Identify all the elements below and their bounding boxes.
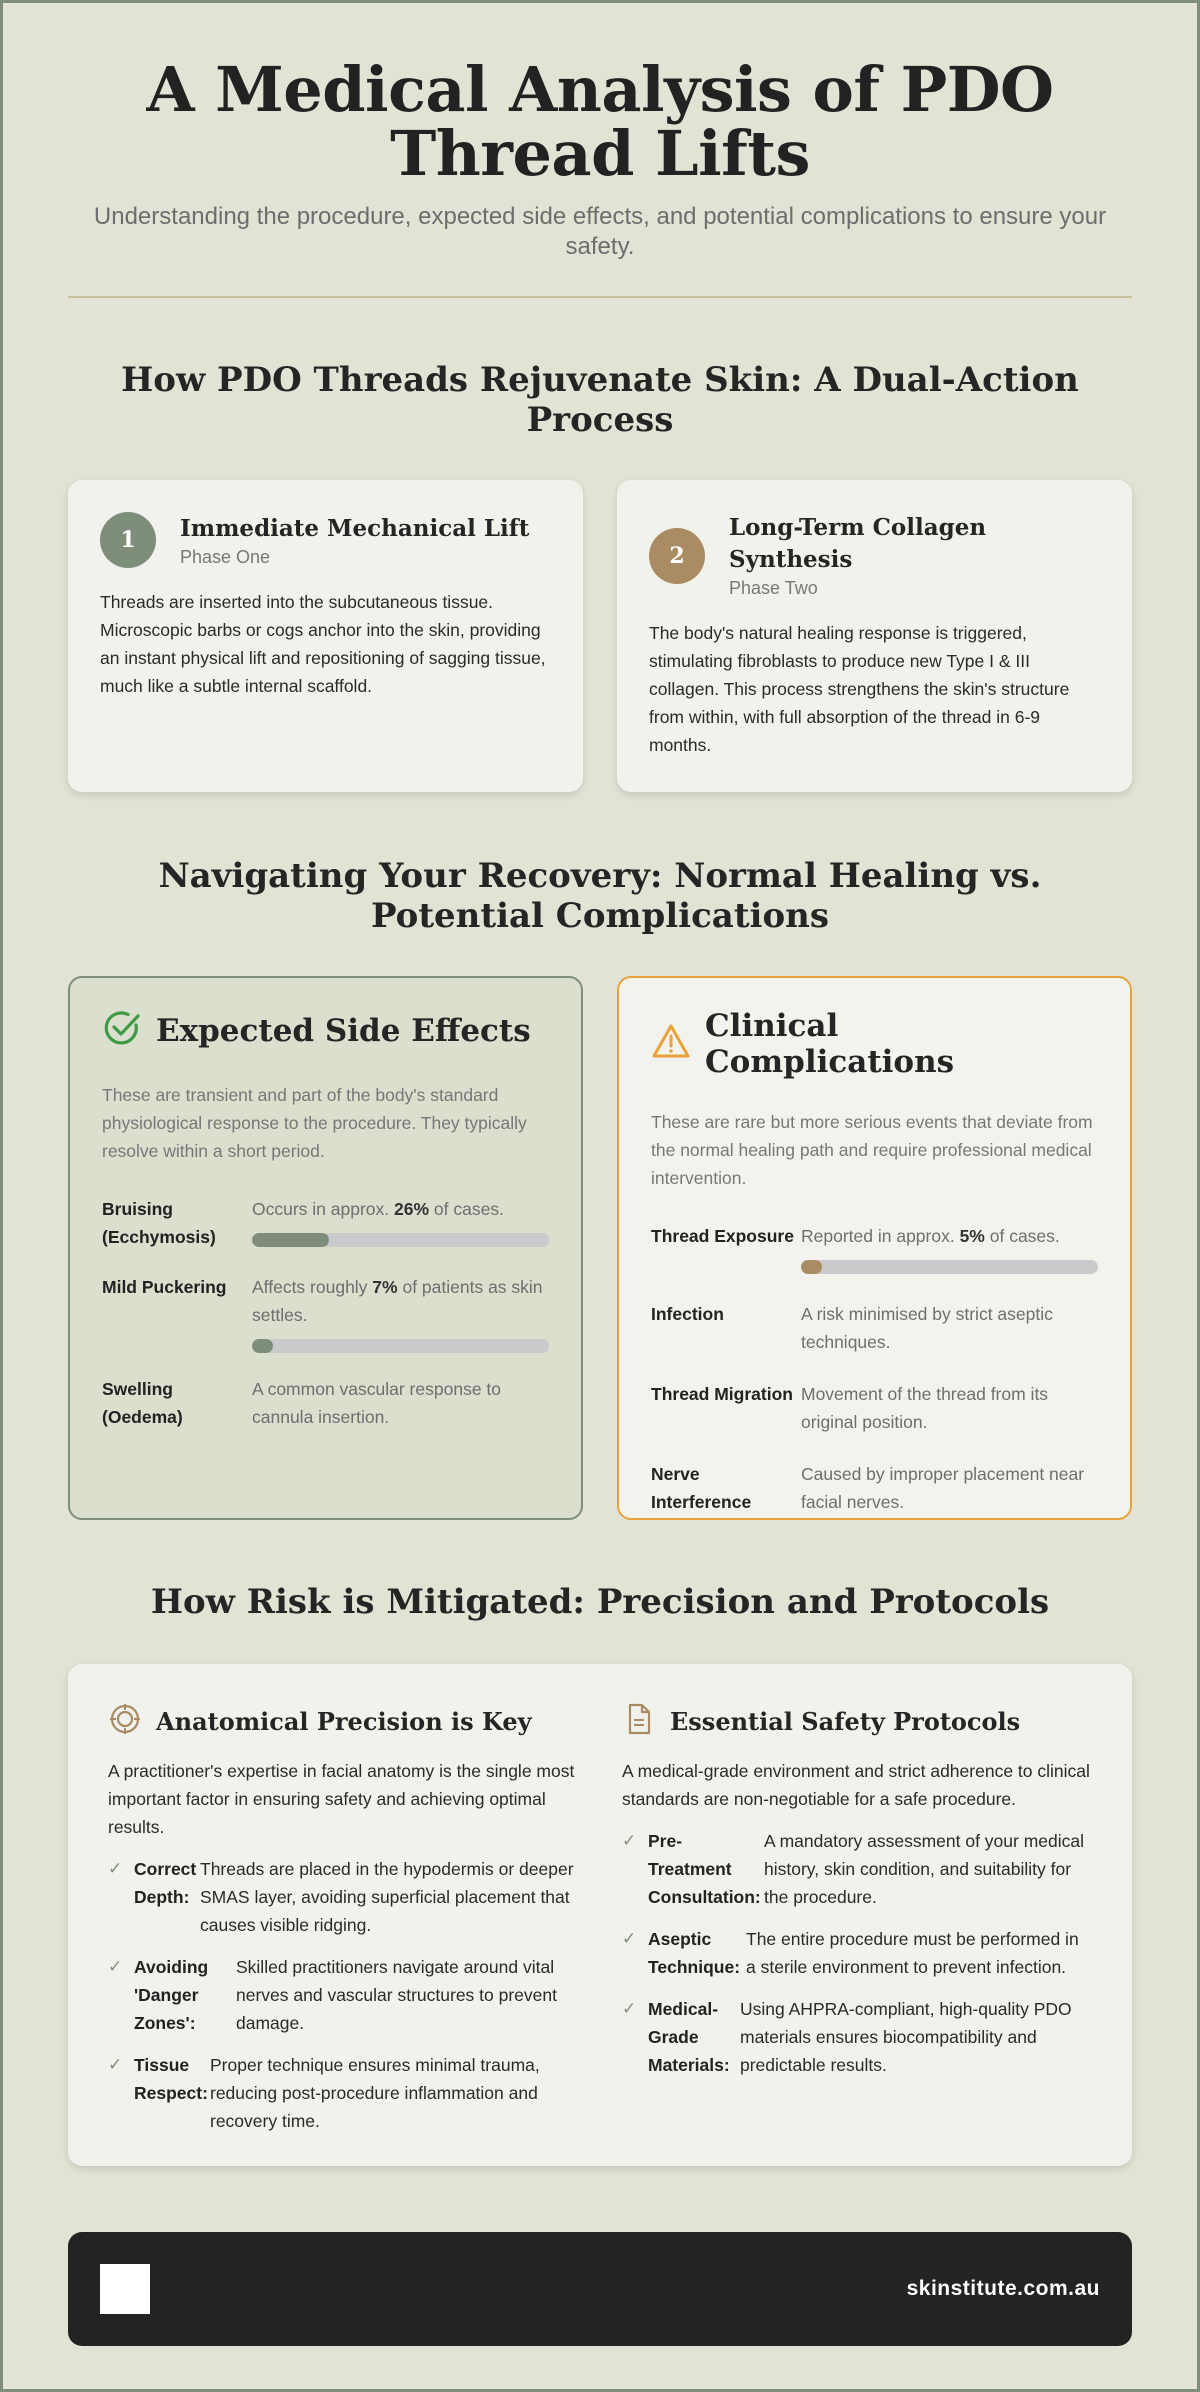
effect-text: Affects roughly: [252, 1277, 373, 1297]
complication-text: Reported in approx.: [801, 1226, 960, 1246]
list-item: [108, 1953, 578, 2037]
effect-percent: 26%: [394, 1199, 430, 1219]
complication-row: [651, 1222, 1098, 1274]
item-label: Correct Depth:: [134, 1859, 197, 1907]
section-title-recovery: Navigating Your Recovery: Normal Healing vs. Potential Complications: [158, 856, 1042, 936]
list-item: [622, 1925, 1092, 1981]
effect-text: of patients as skin settles.: [252, 1277, 543, 1325]
phase-body: Threads are inserted into the subcutaneous tissue. Microscopic barbs or cogs anchor into the skin, providing an instant physical lift and repositioning of sagging tissue, much like a subtle internal scaffold.: [100, 592, 546, 696]
column-title: Essential Safety Protocols: [670, 1707, 1021, 1736]
phase-title: Immediate Mechanical Lift: [180, 514, 530, 542]
complication-name: Infection: [651, 1304, 724, 1324]
phase-subtitle: Phase One: [180, 546, 271, 567]
protocols-column: [622, 1702, 1092, 2166]
document-icon: [622, 1702, 656, 1741]
effect-row: [102, 1273, 549, 1353]
effect-description: [252, 1195, 549, 1251]
logo: [100, 2264, 150, 2314]
phase-subtitle: Phase Two: [729, 578, 818, 598]
recovery-row: [68, 976, 1132, 1520]
check-circle-icon: [102, 1008, 142, 1053]
column-intro: A practitioner's expertise in facial anatomy is the single most important factor in ensuring safety and achieving optimal results.: [108, 1761, 575, 1837]
footer: [68, 2232, 1132, 2346]
list-item: [622, 1827, 1092, 1911]
check-icon: ✓: [108, 1859, 123, 1878]
section-title-how: How PDO Threads Rejuvenate Skin: A Dual-Action Process: [121, 360, 1079, 440]
card-title: Clinical Complications: [705, 1008, 955, 1080]
effect-text: Occurs in approx.: [252, 1199, 394, 1219]
check-icon: ✓: [622, 1929, 637, 1948]
progress-bar: [801, 1260, 1098, 1274]
checklist: [622, 1827, 1092, 2079]
phase-row: [68, 480, 1132, 792]
phase-title: Long-Term Collagen Synthesis: [729, 514, 987, 573]
column-title: Anatomical Precision is Key: [156, 1707, 532, 1736]
phase-body: The body's natural healing response is triggered, stimulating fibroblasts to produce new Type I & III collagen. This process strengthens the skin's structure from within, with full absorption of the thread in 6-9 months.: [649, 623, 1070, 755]
effect-row: [102, 1375, 549, 1431]
card-header: [651, 1008, 1098, 1080]
phase-card-1: [68, 480, 583, 792]
effect-name: Bruising (Ecchymosis): [102, 1199, 216, 1247]
item-text: The entire procedure must be performed in a sterile environment to prevent infection.: [746, 1929, 1079, 1977]
expected-side-effects-card: [68, 976, 583, 1520]
check-icon: ✓: [108, 1957, 123, 1976]
item-text: A mandatory assessment of your medical history, skin condition, and suitability for the procedure.: [764, 1831, 1085, 1907]
progress-fill: [801, 1260, 822, 1274]
phase-number-badge: 1: [100, 512, 156, 568]
checklist: [108, 1855, 578, 2135]
column-intro: A medical-grade environment and strict adherence to clinical standards are non-negotiable for a safe procedure.: [622, 1761, 1090, 1809]
complication-row: [651, 1460, 1098, 1516]
card-title: Expected Side Effects: [156, 1012, 531, 1049]
list-item: [622, 1995, 1092, 2079]
card-header: [102, 1008, 549, 1053]
check-icon: ✓: [622, 1999, 637, 2018]
complication-description: Caused by improper placement near facial nerves.: [801, 1464, 1085, 1512]
precision-column: [108, 1702, 578, 2166]
complication-name: Nerve Interference: [651, 1464, 752, 1512]
clinical-complications-card: [617, 976, 1132, 1520]
card-intro: These are rare but more serious events that deviate from the normal healing path and require professional medical intervention.: [651, 1112, 1093, 1188]
column-header: [108, 1702, 578, 1741]
effect-percent: 7%: [372, 1277, 398, 1297]
effect-name: Swelling (Oedema): [102, 1379, 183, 1427]
list-item: [108, 1855, 578, 1939]
page-subtitle: Understanding the procedure, expected side effects, and potential complications to ensure your safety.: [93, 203, 1107, 260]
item-label: Aseptic Technique:: [648, 1929, 741, 1977]
phase-card-2: [617, 480, 1132, 792]
effect-name: Mild Puckering: [102, 1277, 227, 1297]
item-text: Proper technique ensures minimal trauma, reducing post-procedure inflammation and recovery time.: [210, 2055, 540, 2131]
progress-fill: [252, 1339, 273, 1353]
item-label: Avoiding 'Danger Zones':: [134, 1957, 209, 2033]
progress-bar: [252, 1339, 549, 1353]
complication-row: [651, 1380, 1098, 1436]
complication-description: A risk minimised by strict aseptic techniques.: [801, 1304, 1053, 1352]
complication-name: Thread Migration: [651, 1384, 793, 1404]
item-label: Medical-Grade Materials:: [648, 1999, 730, 2075]
mitigation-card: [68, 1664, 1132, 2166]
page-content: [68, 0, 1132, 2346]
list-item: [108, 2051, 578, 2135]
item-text: Using AHPRA-compliant, high-quality PDO materials ensures biocompatibility and predictable results.: [740, 1999, 1072, 2075]
warning-triangle-icon: [651, 1022, 691, 1067]
section-title-mitigation: How Risk is Mitigated: Precision and Protocols: [150, 1582, 1050, 1622]
column-header: [622, 1702, 1092, 1741]
complication-text: of cases.: [984, 1226, 1060, 1246]
website-link[interactable]: skinstitute.com.au: [906, 2277, 1100, 2300]
complication-percent: 5%: [959, 1226, 985, 1246]
item-text: Threads are placed in the hypodermis or deeper SMAS layer, avoiding superficial placement that causes visible ridging.: [200, 1859, 574, 1935]
complication-name: Thread Exposure: [651, 1226, 794, 1246]
item-text: Skilled practitioners navigate around vital nerves and vascular structures to prevent damage.: [236, 1957, 557, 2033]
progress-fill: [252, 1233, 329, 1247]
phase-number-badge: 2: [649, 528, 705, 584]
effect-row: [102, 1195, 549, 1251]
progress-bar: [252, 1233, 549, 1247]
complication-description: Movement of the thread from its original position.: [801, 1384, 1049, 1432]
effect-text: of cases.: [429, 1199, 504, 1219]
page-title: A Medical Analysis of PDO Thread Lifts: [146, 53, 1054, 190]
phase-header: [100, 512, 551, 568]
complication-description: [801, 1222, 1098, 1274]
complication-row: [651, 1300, 1098, 1356]
phase-header: [649, 512, 1100, 599]
target-icon: [108, 1702, 142, 1741]
check-icon: ✓: [622, 1831, 637, 1850]
check-icon: ✓: [108, 2055, 123, 2074]
effect-description: A common vascular response to cannula insertion.: [252, 1379, 502, 1427]
item-label: Pre-Treatment Consultation:: [648, 1831, 761, 1907]
effect-description: [252, 1273, 549, 1353]
divider: [68, 296, 1132, 298]
card-intro: These are transient and part of the body's standard physiological response to the procedure. They typically resolve within a short period.: [102, 1085, 527, 1161]
item-label: Tissue Respect:: [134, 2055, 208, 2103]
